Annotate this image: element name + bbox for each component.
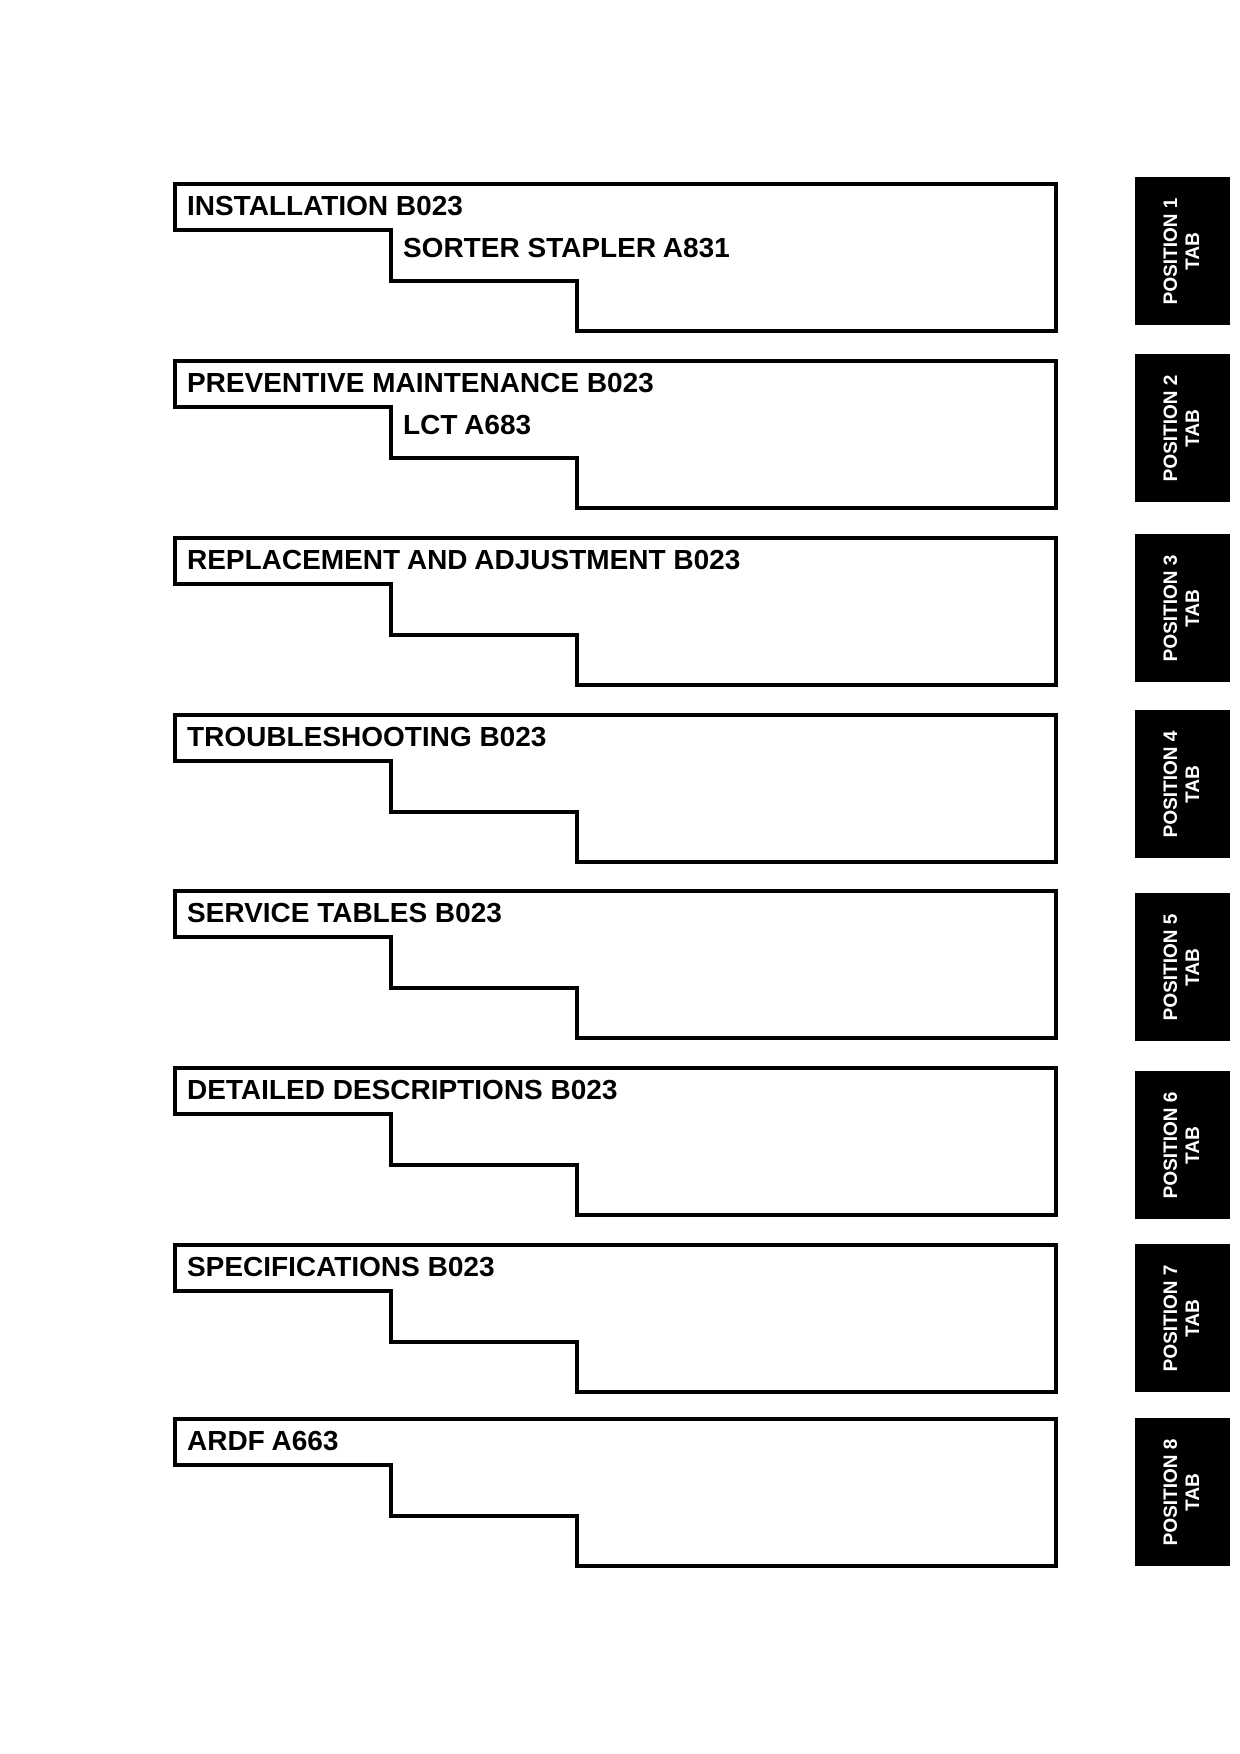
- section-detailed-descriptions: [173, 1066, 1058, 1217]
- section-preventive-maintenance: [173, 359, 1058, 510]
- subsection-box-2: [575, 1514, 1058, 1568]
- subsection-box-1: [389, 582, 1058, 637]
- subsection-box-2: [575, 986, 1058, 1040]
- section-title: TROUBLESHOOTING B023: [187, 721, 547, 752]
- tab-label-line: TAB: [1182, 765, 1204, 803]
- tab-position-8: [1135, 1418, 1230, 1566]
- tab-label: [1161, 1265, 1205, 1372]
- tab-position-5: [1135, 893, 1230, 1041]
- tab-position-6: [1135, 1071, 1230, 1219]
- section-title: PREVENTIVE MAINTENANCE B023: [187, 367, 654, 398]
- section-title-box: [173, 1066, 1058, 1116]
- subsection-box-2: [575, 633, 1058, 687]
- tab-position-4: [1135, 710, 1230, 858]
- tab-label: [1161, 1439, 1205, 1546]
- subsection-box-1: [389, 1289, 1058, 1344]
- tab-label-line: TAB: [1182, 1473, 1204, 1511]
- section-title-box: [173, 1417, 1058, 1467]
- section-service-tables: [173, 889, 1058, 1040]
- section-title: DETAILED DESCRIPTIONS B023: [187, 1074, 618, 1105]
- tab-label-line: TAB: [1182, 948, 1204, 986]
- subsection-box-1: [389, 405, 1058, 460]
- tab-label: [1161, 914, 1205, 1021]
- tab-position-1: [1135, 177, 1230, 325]
- tab-label-line: POSITION 8: [1160, 1438, 1182, 1546]
- tab-label-line: TAB: [1182, 589, 1204, 627]
- section-title: SERVICE TABLES B023: [187, 897, 502, 928]
- tab-label-line: POSITION 6: [1160, 1091, 1182, 1199]
- section-ardf: [173, 1417, 1058, 1568]
- section-title-box: [173, 713, 1058, 763]
- tab-position-3: [1135, 534, 1230, 682]
- tab-position-2: [1135, 354, 1230, 502]
- section-troubleshooting: [173, 713, 1058, 864]
- subsection-box-1: [389, 1112, 1058, 1167]
- section-title-box: [173, 889, 1058, 939]
- subsection-title: LCT A683: [403, 409, 532, 440]
- section-installation: [173, 182, 1058, 333]
- tab-label-line: TAB: [1182, 409, 1204, 447]
- tab-label-line: POSITION 3: [1160, 554, 1182, 662]
- tab-label-line: TAB: [1182, 232, 1204, 270]
- tab-label-line: TAB: [1182, 1299, 1204, 1337]
- tab-label: [1161, 375, 1205, 482]
- section-title-box: [173, 1243, 1058, 1293]
- section-title: ARDF A663: [187, 1425, 339, 1456]
- tab-label-line: TAB: [1182, 1126, 1204, 1164]
- section-specifications: [173, 1243, 1058, 1394]
- subsection-box-2: [575, 456, 1058, 510]
- section-title-box: [173, 359, 1058, 409]
- subsection-box-2: [575, 810, 1058, 864]
- tab-label: [1161, 198, 1205, 305]
- section-title: INSTALLATION B023: [187, 190, 463, 221]
- tab-label-line: POSITION 2: [1160, 374, 1182, 482]
- subsection-box-2: [575, 279, 1058, 333]
- section-title: REPLACEMENT AND ADJUSTMENT B023: [187, 544, 741, 575]
- tab-label-line: POSITION 5: [1160, 913, 1182, 1021]
- tab-label-line: POSITION 4: [1160, 730, 1182, 838]
- subsection-box-1: [389, 228, 1058, 283]
- tab-label-line: POSITION 1: [1160, 197, 1182, 305]
- subsection-box-1: [389, 1463, 1058, 1518]
- section-replacement-adjustment: [173, 536, 1058, 687]
- tab-label: [1161, 1092, 1205, 1199]
- section-title-box: [173, 182, 1058, 232]
- tab-label-line: POSITION 7: [1160, 1264, 1182, 1372]
- section-title: SPECIFICATIONS B023: [187, 1251, 495, 1282]
- tab-label: [1161, 731, 1205, 838]
- section-title-box: [173, 536, 1058, 586]
- subsection-box-2: [575, 1340, 1058, 1394]
- subsection-box-1: [389, 759, 1058, 814]
- subsection-title: SORTER STAPLER A831: [403, 232, 730, 263]
- subsection-box-1: [389, 935, 1058, 990]
- tab-label: [1161, 555, 1205, 662]
- subsection-box-2: [575, 1163, 1058, 1217]
- tab-position-7: [1135, 1244, 1230, 1392]
